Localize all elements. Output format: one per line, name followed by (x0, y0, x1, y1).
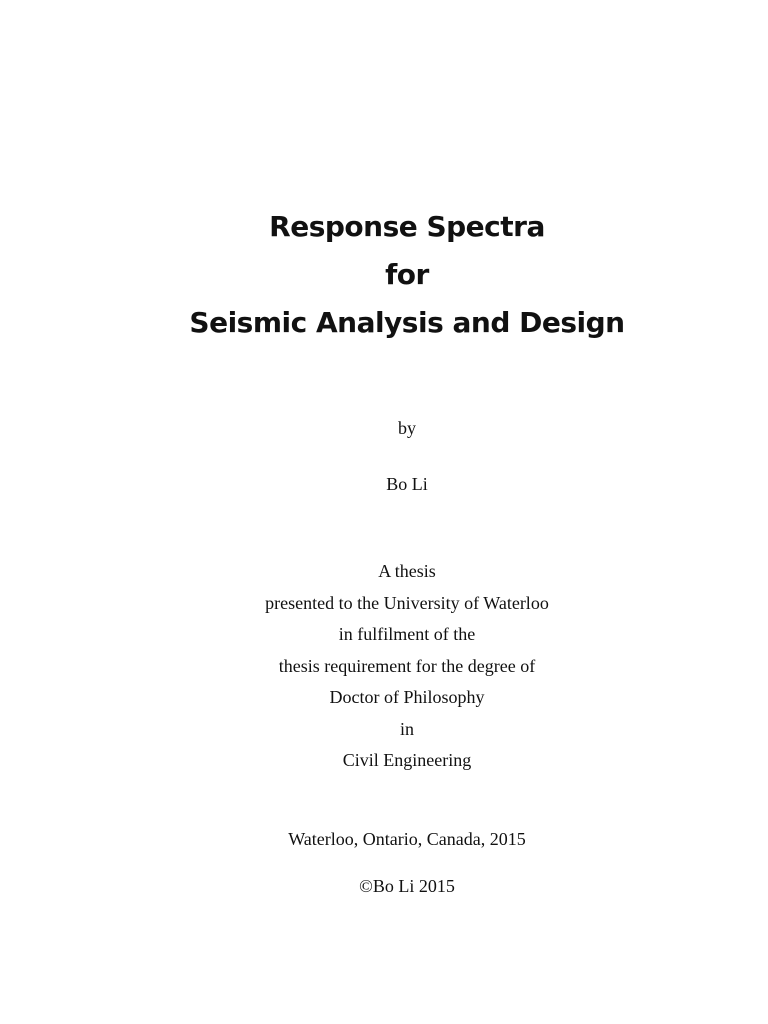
thesis-line-7: Civil Engineering (342, 750, 472, 770)
thesis-line-4: thesis requirement for the degree of (278, 655, 536, 676)
place-and-year: Waterloo, Ontario, Canada, 2015 (288, 829, 526, 849)
thesis-line-5: Doctor of Philosophy (329, 687, 485, 707)
thesis-line-1: A thesis (378, 561, 436, 581)
title-line-1: Response Spectra (269, 210, 545, 243)
thesis-line-6: in (399, 718, 414, 739)
thesis-title (0, 203, 768, 347)
title-line-2: for (385, 258, 429, 291)
title-line-3: Seismic Analysis and Design (189, 306, 625, 339)
copyright-notice: ©Bo Li 2015 (359, 876, 455, 896)
by-label: by (398, 418, 416, 438)
author-name: Bo Li (386, 474, 428, 494)
thesis-line-3: in fulfilment of the (338, 624, 476, 644)
thesis-line-2: presented to the University of Waterloo (265, 592, 549, 613)
thesis-statement (0, 556, 768, 777)
